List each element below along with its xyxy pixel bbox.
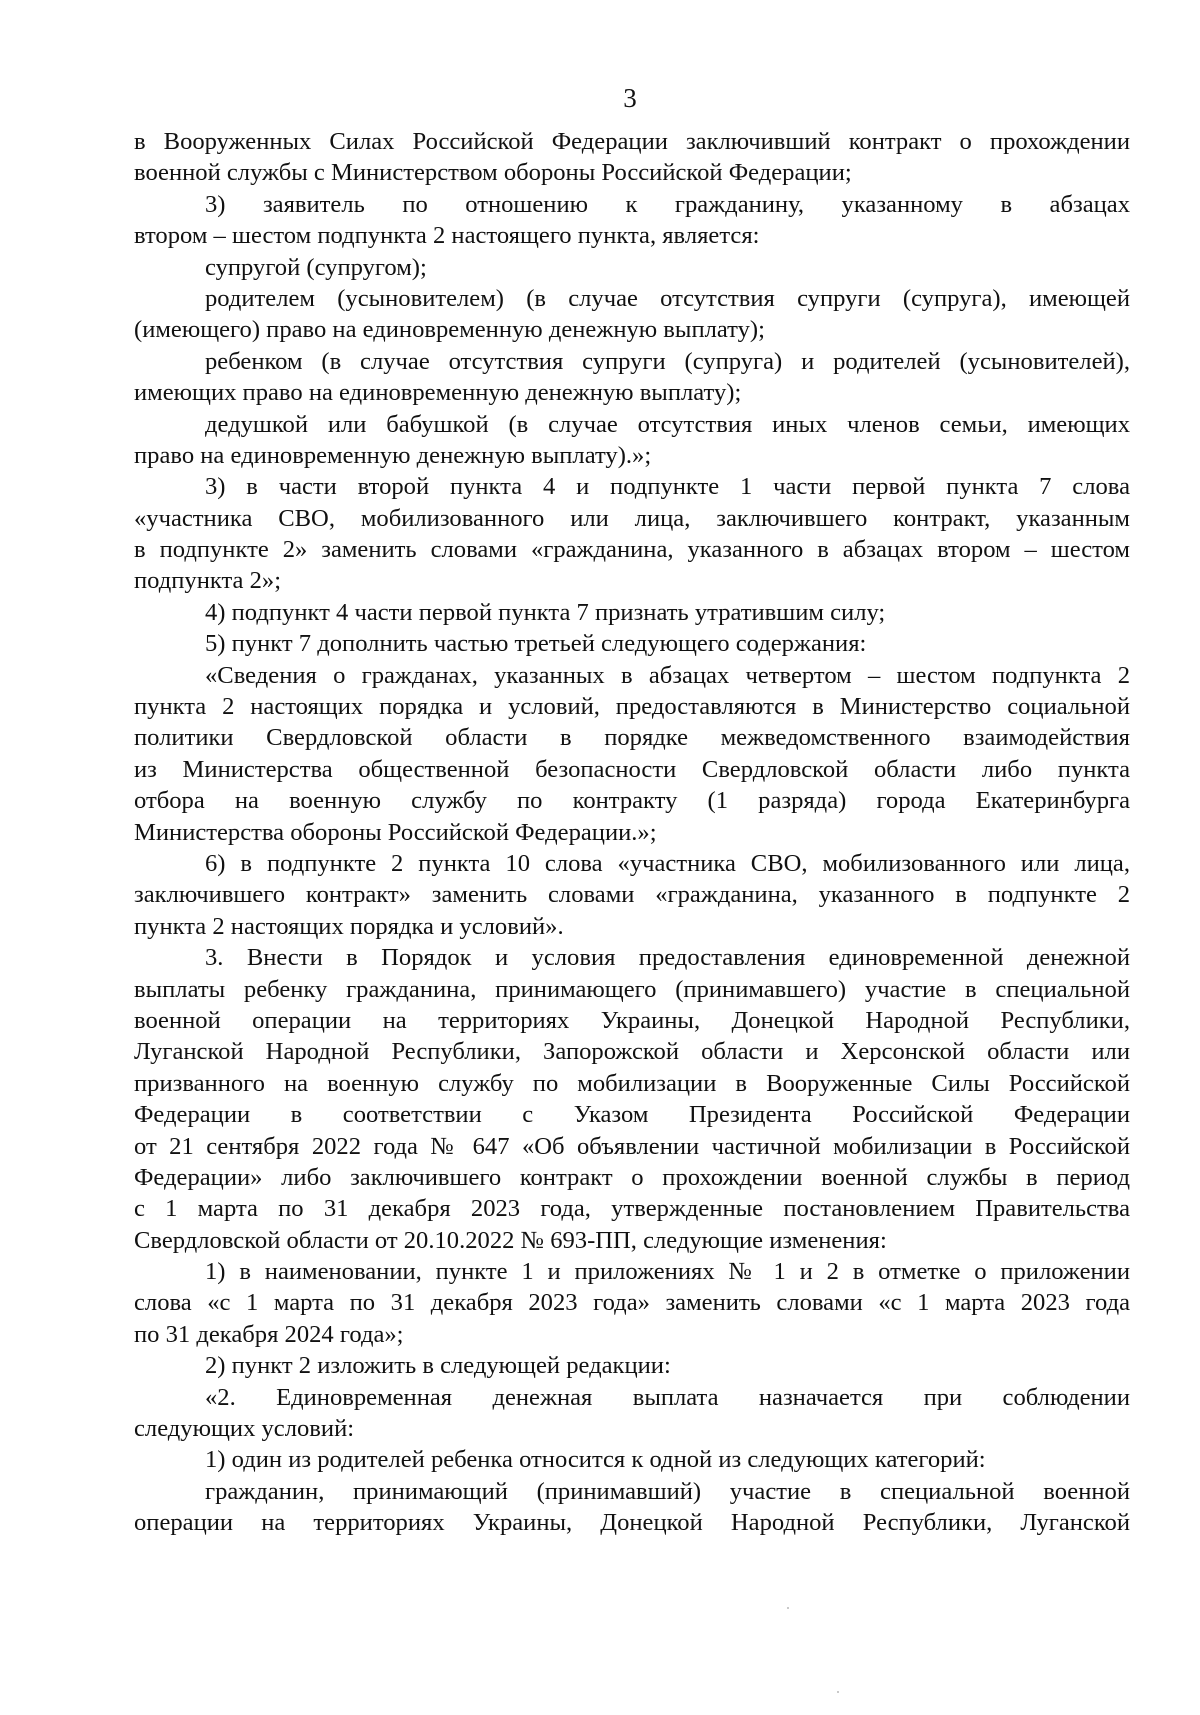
text-line: по 31 декабря 2024 года»; <box>134 1320 404 1348</box>
document-body <box>134 126 1130 1539</box>
text-line: военной операции на территориях Украины, Донецкой Народной Республики, <box>134 1006 1130 1034</box>
text-line: ребенком (в случае отсутствия супруги (супруга) и родителей (усыновителей), <box>205 347 1130 375</box>
text-line: дедушкой или бабушкой (в случае отсутствия иных членов семьи, имеющих <box>205 410 1130 438</box>
text-line: военной службы с Министерством обороны Российской Федерации; <box>134 159 852 187</box>
text-line: Луганской Народной Республики, Запорожской области и Херсонской области или <box>134 1038 1130 1066</box>
scan-speck <box>837 1691 839 1693</box>
text-line: 5) пункт 7 дополнить частью третьей следующего содержания: <box>205 630 867 658</box>
scan-speck <box>787 1607 789 1609</box>
text-line: 2) пункт 2 изложить в следующей редакции: <box>205 1352 671 1380</box>
text-line: право на единовременную денежную выплату).»; <box>134 441 652 469</box>
text-line: Федерации в соответствии с Указом Президента Российской Федерации <box>134 1101 1130 1129</box>
text-line: пункта 2 настоящих порядка и условий». <box>134 912 564 940</box>
text-line: родителем (усыновителем) (в случае отсутствия супруги (супруга), имеющей <box>205 284 1130 312</box>
text-line: Министерства обороны Российской Федерации.»; <box>134 818 657 846</box>
text-line: пункта 2 настоящих порядка и условий, предоставляются в Министерство социальной <box>134 693 1130 721</box>
text-line: слова «с 1 марта по 31 декабря 2023 года» заменить словами «с 1 марта 2023 года <box>134 1289 1130 1317</box>
page-number: 3 <box>623 83 637 113</box>
text-line: подпункта 2»; <box>134 567 282 595</box>
text-line: супругой (супругом); <box>205 253 427 281</box>
text-line: гражданин, принимающий (принимавший) участие в специальной военной <box>205 1477 1130 1505</box>
text-line: «2. Единовременная денежная выплата назначается при соблюдении <box>205 1383 1130 1411</box>
text-line: «участника СВО, мобилизованного или лица, заключившего контракт, указанным <box>134 504 1130 532</box>
text-line: имеющих право на единовременную денежную выплату); <box>134 379 742 407</box>
text-line: заключившего контракт» заменить словами «гражданина, указанного в подпункте 2 <box>134 881 1130 909</box>
text-line: 3) заявитель по отношению к гражданину, указанному в абзацах <box>205 190 1130 218</box>
text-line: в Вооруженных Силах Российской Федерации заключивший контракт о прохождении <box>134 128 1130 155</box>
text-line: Свердловской области от 20.10.2022 № 693-ПП, следующие изменения: <box>134 1226 887 1254</box>
text-line: Федерации» либо заключившего контракт о прохождении военной службы в период <box>134 1163 1130 1191</box>
text-line: следующих условий: <box>134 1415 355 1443</box>
text-line: 1) один из родителей ребенка относится к одной из следующих категорий: <box>205 1446 986 1474</box>
text-line: 3) в части второй пункта 4 и подпункте 1 части первой пункта 7 слова <box>205 473 1130 501</box>
text-line: выплаты ребенку гражданина, принимающего (принимавшего) участие в специальной <box>134 975 1130 1003</box>
text-line: из Министерства общественной безопасности Свердловской области либо пункта <box>134 755 1130 783</box>
text-line: в подпункте 2» заменить словами «гражданина, указанного в абзацах втором – шестом <box>134 536 1130 564</box>
text-line: операции на территориях Украины, Донецкой Народной Республики, Луганской <box>134 1509 1130 1537</box>
text-line: отбора на военную службу по контракту (1 разряда) города Екатеринбурга <box>134 787 1130 815</box>
text-line: 1) в наименовании, пункте 1 и приложениях № 1 и 2 в отметке о приложении <box>205 1258 1130 1286</box>
text-line: втором – шестом подпункта 2 настоящего пункта, является: <box>134 222 760 250</box>
text-line: от 21 сентября 2022 года № 647 «Об объявлении частичной мобилизации в Российской <box>134 1132 1130 1160</box>
text-line: (имеющего) право на единовременную денежную выплату); <box>134 316 765 344</box>
text-line: призванного на военную службу по мобилизации в Вооруженные Силы Российской <box>134 1069 1130 1097</box>
text-line: 6) в подпункте 2 пункта 10 слова «участника СВО, мобилизованного или лица, <box>205 849 1130 877</box>
text-line: 3. Внести в Порядок и условия предоставления единовременной денежной <box>205 944 1130 972</box>
text-line: «Сведения о гражданах, указанных в абзацах четвертом – шестом подпункта 2 <box>205 661 1130 689</box>
text-line: с 1 марта по 31 декабря 2023 года, утвержденные постановлением Правительства <box>134 1195 1130 1223</box>
text-line: политики Свердловской области в порядке межведомственного взаимодействия <box>134 724 1130 752</box>
text-line: 4) подпункт 4 части первой пункта 7 признать утратившим силу; <box>205 598 886 626</box>
